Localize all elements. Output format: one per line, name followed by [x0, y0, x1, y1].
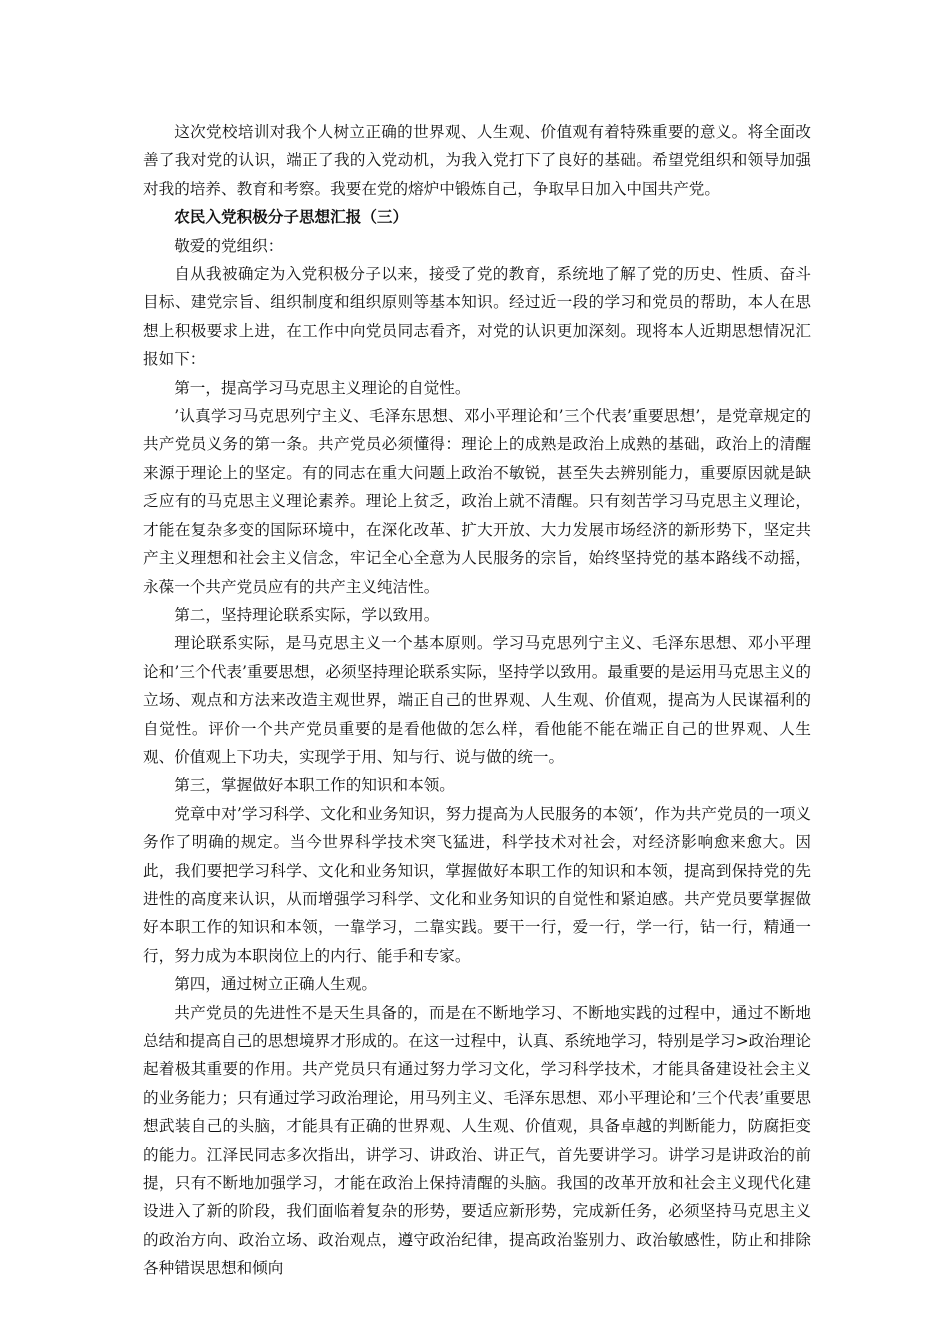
document-title: 农民入党积极分子思想汇报（三）	[174, 207, 409, 227]
point-2-body: 理论联系实际，是马克思主义一个基本原则。学习马克思列宁主义、毛泽东思想、邓小平理论和’三个代表’重要思想，必须坚持理论联系实际，坚持学以致用。最重要的是运用马克思主义的立场、观点和方法来改造主观世界，端正自己的世界观、人生观、价值观，提高为人民谋福利的自觉性。评价一个共产党员重要的是看他做的怎么样，看他能不能在端正自己的世界观、人生观、价值观上下功夫，实现学于用、知与行、说与做的统一。	[143, 634, 811, 766]
point-3-heading: 第三，掌握做好本职工作的知识和本领。	[174, 776, 455, 795]
point-1-body: ’认真学习马克思列宁主义、毛泽东思想、邓小平理论和’三个代表’重要思想’，是党章规定的共产党员义务的第一条。共产党员必须懂得：理论上的成熟是政治上成熟的基础，政治上的清醒来源于理论上的坚定。有的同志在重大问题上政治不敏锐，甚至失去辨别能力，重要原因就是缺乏应有的马克思主义理论素养。理论上贫乏，政治上就不清醒。只有刻苦学习马克思主义理论，才能在复杂多变的国际环境中，在深化改革、扩大开放、大力发展市场经济的新形势下，坚定共产主义理想和社会主义信念，牢记全心全意为人民服务的宗旨，始终坚持党的基本路线不动摇，永葆一个共产党员应有的共产主义纯洁性。	[143, 407, 811, 596]
document-page	[143, 118, 811, 1283]
point-1-heading: 第一，提高学习马克思主义理论的自觉性。	[174, 378, 471, 397]
point-4-heading: 第四，通过树立正确人生观。	[174, 975, 377, 994]
opening-paragraph: 自从我被确定为入党积极分子以来，接受了党的教育，系统地了解了党的历史、性质、奋斗目标、建党宗旨、组织制度和组织原则等基本知识。经过近一段的学习和党员的帮助，本人在思想上积极要求上进，在工作中向党员同志看齐，对党的认识更加深刻。现将本人近期思想情况汇报如下：	[143, 265, 811, 369]
point-4-body: 共产党员的先进性不是天生具备的，而是在不断地学习、不断地实践的过程中，通过不断地总结和提高自己的思想境界才形成的。在这一过程中，认真、系统地学习，特别是学习>政治理论起着极其重要的作用。共产党员只有通过努力学习文化，学习科学技术，才能具备建设社会主义的业务能力；只有通过学习政治理论，用马列主义、毛泽东思想、邓小平理论和’三个代表’重要思想武装自己的头脑，才能具有正确的世界观、人生观、价值观，具备卓越的判断能力，防腐拒变的能力。江泽民同志多次指出，讲学习、讲政治、讲正气，首先要讲学习。讲学习是讲政治的前提，只有不断地加强学习，才能在政治上保持清醒的头脑。我国的改革开放和社会主义现代化建设进入了新的阶段，我们面临着复杂的形势，要适应新形势，完成新任务，必须坚持马克思主义的政治方向、政治立场、政治观点，遵守政治纪律，提高政治鉴别力、政治敏感性，防止和排除各种错误思想和倾向	[143, 1003, 812, 1278]
point-2-heading: 第二，坚持理论联系实际，学以致用。	[174, 605, 440, 624]
intro-paragraph: 这次党校培训对我个人树立正确的世界观、人生观、价值观有着特殊重要的意义。将全面改善了我对党的认识，端正了我的入党动机，为我入党打下了良好的基础。希望党组织和领导加强对我的培养、教育和考察。我要在党的熔炉中锻炼自己，争取早日加入中国共产党。	[143, 123, 811, 198]
salutation: 敬爱的党组织：	[174, 236, 284, 255]
point-3-body: 党章中对’学习科学、文化和业务知识，努力提高为人民服务的本领’，作为共产党员的一项义务作了明确的规定。当今世界科学技术突飞猛进，科学技术对社会，对经济影响愈来愈大。因此，我们要把学习科学、文化和业务知识，掌握做好本职工作的知识和本领，提高到保持党的先进性的高度来认识，从而增强学习科学、文化和业务知识的自觉性和紧迫感。共产党员要掌握做好本职工作的知识和本领，一靠学习，二靠实践。要干一行，爱一行，学一行，钻一行，精通一行，努力成为本职岗位上的内行、能手和专家。	[143, 804, 811, 965]
